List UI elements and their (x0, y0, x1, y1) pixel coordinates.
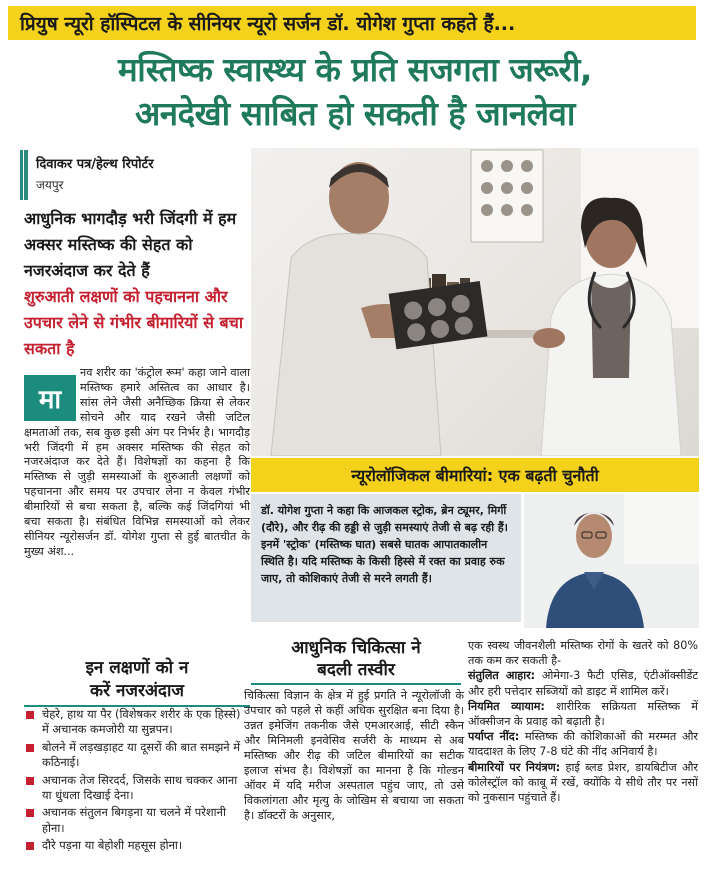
symptom-item: दौरे पड़ना या बेहोशी महसूस होना। (24, 838, 250, 853)
symptoms-title-line-1: इन लक्षणों को न (85, 658, 189, 678)
headline-line-1: मस्तिष्क स्वास्थ्य के प्रति सजगता जरूरी, (118, 50, 592, 89)
modern-medicine-title (251, 637, 461, 681)
disease-control-label: बीमारियों पर नियंत्रण: (468, 760, 561, 774)
symptom-item: अचानक संतुलन बिगड़ना या चलने में परेशानी होना। (24, 805, 250, 836)
headline-line-2: अनदेखी साबित हो सकती है जानलेवा (135, 94, 575, 133)
lifestyle-column (468, 638, 698, 805)
surgeon-illustration (524, 494, 699, 628)
modern-medicine-text: चिकित्सा विज्ञान के क्षेत्र में हुई प्रगति ने न्यूरोलॉजी के उपचार को पहले से कहीं अधिक सुरक्षित बना दिया है। उन्नत इमेजिंग तकनीक जैसे एमआरआई, सीटी स्कैन और मिनिमली इनवेसिव सर्जरी के माध्यम से अब मस्तिष्क और रीढ़ की जटिल बीमारियों का सटीक इलाज संभव है। विशेषज्ञों का मानना है कि गोल्डन ऑवर में यदि मरीज अस्पताल पहुंच जाए, तो उसे विकलांगता और मृत्यु के जोखिम से बचाया जा सकता है। डॉक्टरों के अनुसार, (244, 689, 464, 822)
doctor-patient-photo (251, 148, 699, 456)
modern-title-line-2: बदली तस्वीर (317, 660, 395, 680)
symptom-item: चेहरे, हाथ या पैर (विशेषकर शरीर के एक हिस्से) में अचानक कमजोरी या सुन्नपन। (24, 707, 250, 738)
sleep-text: मस्तिष्क की कोशिकाओं की मरम्मत और याददाश्त के लिए 7-8 घंटे की नींद अनिवार्य है। (468, 730, 698, 759)
symptoms-title-line-2: करें नजरअंदाज (90, 681, 184, 701)
doctor-portrait (524, 494, 699, 628)
doctor-patient-illustration (251, 148, 699, 456)
deck-dark-text: आधुनिक भागदौड़ भरी जिंदगी में हम अक्सर मस्तिष्क की सेहत को नजरअंदाज कर देते हैं (24, 209, 237, 280)
headline (10, 48, 700, 136)
kicker-bar (8, 6, 696, 40)
diet-text: ओमेगा-3 फैटी एसिड, एंटीऑक्सीडेंट और हरी पत्तेदार सब्जियों को डाइट में शामिल करें। (468, 669, 698, 698)
symptom-item: बोलने में लड़खड़ाहट या दूसरों की बात समझने में कठिनाई। (24, 740, 250, 771)
symptoms-list (24, 707, 250, 856)
byline-city: जयपुर (36, 178, 64, 192)
modern-divider (251, 683, 461, 685)
exercise-text: शारीरिक सक्रियता मस्तिष्क में ऑक्सीजन के प्रवाह को बढ़ाती है। (468, 699, 698, 729)
lifestyle-intro: एक स्वस्थ जीवनशैली मस्तिष्क रोगों के खतरे को 80% तक कम कर सकती है- (468, 639, 698, 668)
intro-deck (24, 206, 250, 362)
modern-title-line-1: आधुनिक चिकित्सा ने (291, 638, 421, 658)
deck-red-text: शुरुआती लक्षणों को पहचानना और उपचार लेने से गंभीर बीमारियों से बचा सकता है (24, 287, 243, 358)
disease-control-text: हाई ब्लड प्रेशर, डायबिटीज और कोलेस्ट्रॉल को काबू में रखें, क्योंकि ये सीधे तौर पर नसों को नुकसान पहुंचाते हैं। (468, 760, 698, 805)
symptom-item: अचानक तेज सिरदर्द, जिसके साथ चक्कर आना या धुंधला दिखाई देना। (24, 773, 250, 804)
byline (24, 150, 239, 200)
neuro-banner-text: न्यूरोलॉजिकल बीमारियां: एक बढ़ती चुनौती (351, 466, 599, 485)
drop-cap: मा (24, 375, 76, 421)
kicker-text: प्रियुष न्यूरो हॉस्पिटल के सीनियर न्यूरो सर्जन डॉ. योगेश गुप्ता कहते हैं... (20, 13, 516, 35)
symptoms-title (24, 657, 250, 703)
quote-box (251, 494, 521, 622)
diet-label: संतुलित आहार: (468, 669, 536, 683)
body-paragraph: नव शरीर का 'कंट्रोल रूम' कहा जाने वाला मस्तिष्क हमारे अस्तित्व का आधार है। सांस लेने जैसी अनैच्छिक क्रिया से लेकर सोचने और याद रखने जैसी जटिल क्षमताओं तक, सब कुछ इसी अंग पर निर्भर है। भागदौड़ भरी जिंदगी में हम अक्सर मस्तिष्क की सेहत को नजरअंदाज कर देते हैं। विशेषज्ञों का कहना है कि मस्तिष्क से जुड़ी समस्याओं के शुरुआती लक्षणों को पहचानना और समय पर उपचार लेना न केवल गंभीर बीमारियों से बचा सकता है, बल्कि कई जिंदगियां भी बचा सकता है। संबंधित विभिन्न समस्याओं को लेकर सीनियर न्यूरोसर्जन डॉ. योगेश गुप्ता से हुई बातचीत के मुख्य अंश... (24, 366, 250, 558)
exercise-label: नियमित व्यायाम: (468, 699, 545, 713)
byline-name: दिवाकर पत्र/हेल्थ रिपोर्टर (36, 157, 154, 172)
sleep-label: पर्याप्त नींद: (468, 730, 520, 744)
neuro-banner (251, 458, 699, 492)
byline-accent-bar (20, 150, 23, 200)
quote-text: डॉ. योगेश गुप्ता ने कहा कि आजकल स्ट्रोक, ब्रेन ट्यूमर, मिर्गी (दौरे), और रीढ़ की हड्डी से जुड़ी समस्याएं तेजी से बढ़ रही हैं। इनमें 'स्ट्रोक' (मस्तिष्क घात) सबसे घातक आपातकालीन स्थिति है। यदि मस्तिष्क के किसी हिस्से में रक्त का प्रवाह रुक जाए, तो कोशिकाएं तेजी से मरने लगती हैं। (261, 504, 508, 585)
